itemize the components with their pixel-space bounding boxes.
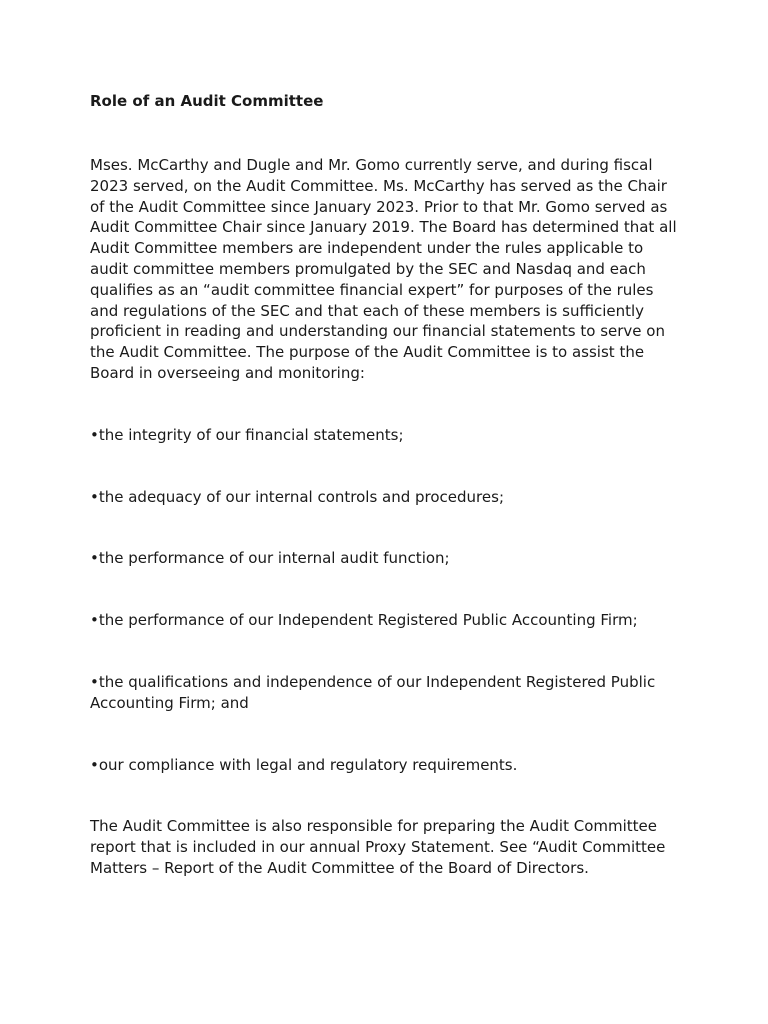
- closing-paragraph: The Audit Committee is also responsible for preparing the Audit Committee report that is included in our annual Proxy Statement. See “Audit Committee Matters – Report of the Audit Committee of the Board of Directors.: [90, 817, 666, 877]
- bullet-item: •the adequacy of our internal controls and procedures;: [90, 487, 504, 506]
- bullet-item: •the integrity of our financial statements;: [90, 425, 404, 444]
- bullet-item: •the performance of our Independent Registered Public Accounting Firm;: [90, 611, 638, 630]
- intro-paragraph: Mses. McCarthy and Dugle and Mr. Gomo currently serve, and during fiscal 2023 served, on the Audit Committee. Ms. McCarthy has served as the Chair of the Audit Committee since January 2023. Prior to that Mr. Gomo served as Audit Committee Chair since January 2019. The Board has determined that all Audit Committee members are independent under the rules applicable to audit committee members promulgated by the SEC and Nasdaq and each qualifies as an “audit committee financial expert” for purposes of the rules and regulations of the SEC and that each of these members is sufficiently proficient in reading and understanding our financial statements to serve on the Audit Committee. The purpose of the Audit Committee is to assist the Board in overseeing and monitoring:: [90, 156, 677, 382]
- section-heading: Role of an Audit Committee: [90, 92, 324, 110]
- bullet-item: •the performance of our internal audit function;: [90, 549, 450, 568]
- document-page: [90, 88, 680, 879]
- bullet-item: •our compliance with legal and regulatory requirements.: [90, 755, 518, 774]
- bullet-item: •the qualifications and independence of our Independent Registered Public Accounting Firm; and: [90, 672, 656, 712]
